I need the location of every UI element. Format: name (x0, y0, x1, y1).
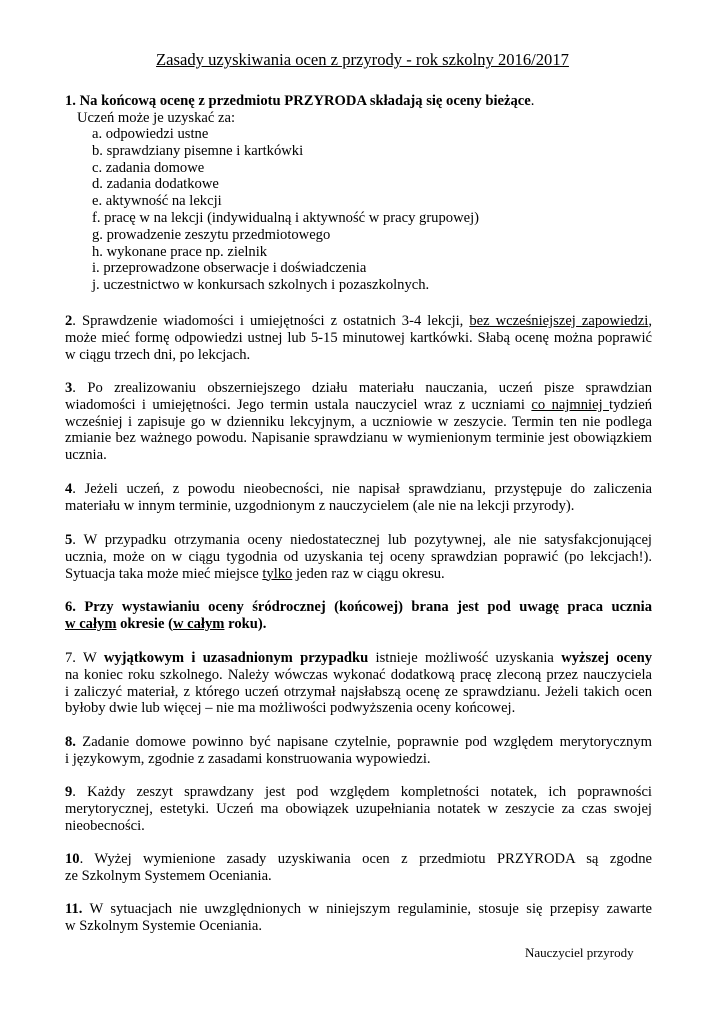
section-2: 2. Sprawdzenie wiadomości i umiejętności z ostatnich 3-4 lekcji, bez wcześniejszej zapowiedzi, może mieć formę odpowiedzi ustnej lub 5-15 minutowej kartkówki. Słabą ocenę można poprawić w ciągu trzech dni, po lekcjach. (65, 313, 652, 363)
list-item: h. wykonane prace np. zielnik (92, 243, 268, 260)
section-10: 10. Wyżej wymienione zasady uzyskiwania ocen z przedmiotu PRZYRODA są zgodne ze Szkolnym Systemem Oceniania. (65, 851, 652, 884)
signature: Nauczyciel przyrody (525, 945, 634, 960)
section-7: 7. W wyjątkowym i uzasadnionym przypadku istnieje możliwość uzyskania wyższej oceny na koniec roku szkolnego. Należy wówczas wykonać dodatkową pracę zleconą przez nauczyciela i zaliczyć materiał, z którego uczeń otrzymał najsłabszą ocenę ze sprawdzianu. Jeżeli takich ocen byłoby dwie lub więcej – nie ma możliwości podwyższenia oceny końcowej. (65, 650, 653, 717)
section-1-sub: Uczeń może je uzyskać za: (77, 109, 236, 126)
section-4: 4. Jeżeli uczeń, z powodu nieobecności, nie napisał sprawdzianu, przystępuje do zaliczenia materiału w innym terminie, uzgodnionym z nauczycielem (ale nie na lekcji przyrody). (65, 481, 652, 514)
list-item: f. pracę w na lekcji (indywidualną i aktywność w pracy grupowej) (92, 209, 480, 226)
document-title: Zasady uzyskiwania ocen z przyrody - rok szkolny 2016/2017 (156, 50, 569, 69)
section-1-heading: 1. Na końcową ocenę z przedmiotu PRZYRODA składają się oceny bieżące. (65, 93, 535, 109)
list-item: e. aktywność na lekcji (92, 193, 222, 210)
section-6: 6. Przy wystawianiu oceny śródrocznej (końcowej) brana jest pod uwagę praca ucznia w całym okresie (w całym roku). (65, 599, 652, 632)
section-8: 8. Zadanie domowe powinno być napisane czytelnie, poprawnie pod względem merytorycznym i językowym, zgodnie z zasadami konstruowania wypowiedzi. (65, 734, 652, 767)
list-item: c. zadania domowe (92, 159, 205, 176)
list-item: g. prowadzenie zeszytu przedmiotowego (92, 226, 331, 243)
section-3: 3. Po zrealizowaniu obszerniejszego działu materiału nauczania, uczeń pisze sprawdzian wiadomości i umiejętności. Jego termin ustala nauczyciel wraz z uczniami co najmniej tydzień wcześniej i zapisuje go w dzienniku lekcyjnym, a uczniowie w zeszycie. Termin ten nie podlega zmianie bez ważnego powodu. Napisanie sprawdzianu w wymienionym terminie jest obowiązkiem ucznia. (65, 380, 652, 464)
section-9: 9. Każdy zeszyt sprawdzany jest pod względem kompletności notatek, ich poprawności merytorycznej, estetyki. Uczeń ma obowiązek uzupełniania notatek w zeszycie za czas swojej nieobecności. (65, 784, 652, 834)
section-1 (65, 93, 652, 127)
list-item: b. sprawdziany pisemne i kartkówki (92, 142, 304, 159)
grade-sources-list (92, 126, 479, 294)
section-5: 5. W przypadku otrzymania oceny niedostatecznej lub pozytywnej, ale nie satysfakcjonującej ucznia, może on w ciągu tygodnia od uzyskania tej oceny sprawdzian poprawić (po lekcjach!). Sytuacja taka może mieć miejsce tylko jeden raz w ciągu okresu. (65, 532, 652, 582)
list-item: j. uczestnictwo w konkursach szkolnych i pozaszkolnych. (92, 277, 430, 294)
list-item: i. przeprowadzone obserwacje i doświadczenia (92, 260, 367, 277)
list-item: a. odpowiedzi ustne (92, 126, 209, 142)
list-item: d. zadania dodatkowe (92, 176, 219, 193)
section-11: 11. W sytuacjach nie uwzględnionych w niniejszym regulaminie, stosuje się przepisy zawarte w Szkolnym Systemie Oceniania. (65, 901, 652, 934)
